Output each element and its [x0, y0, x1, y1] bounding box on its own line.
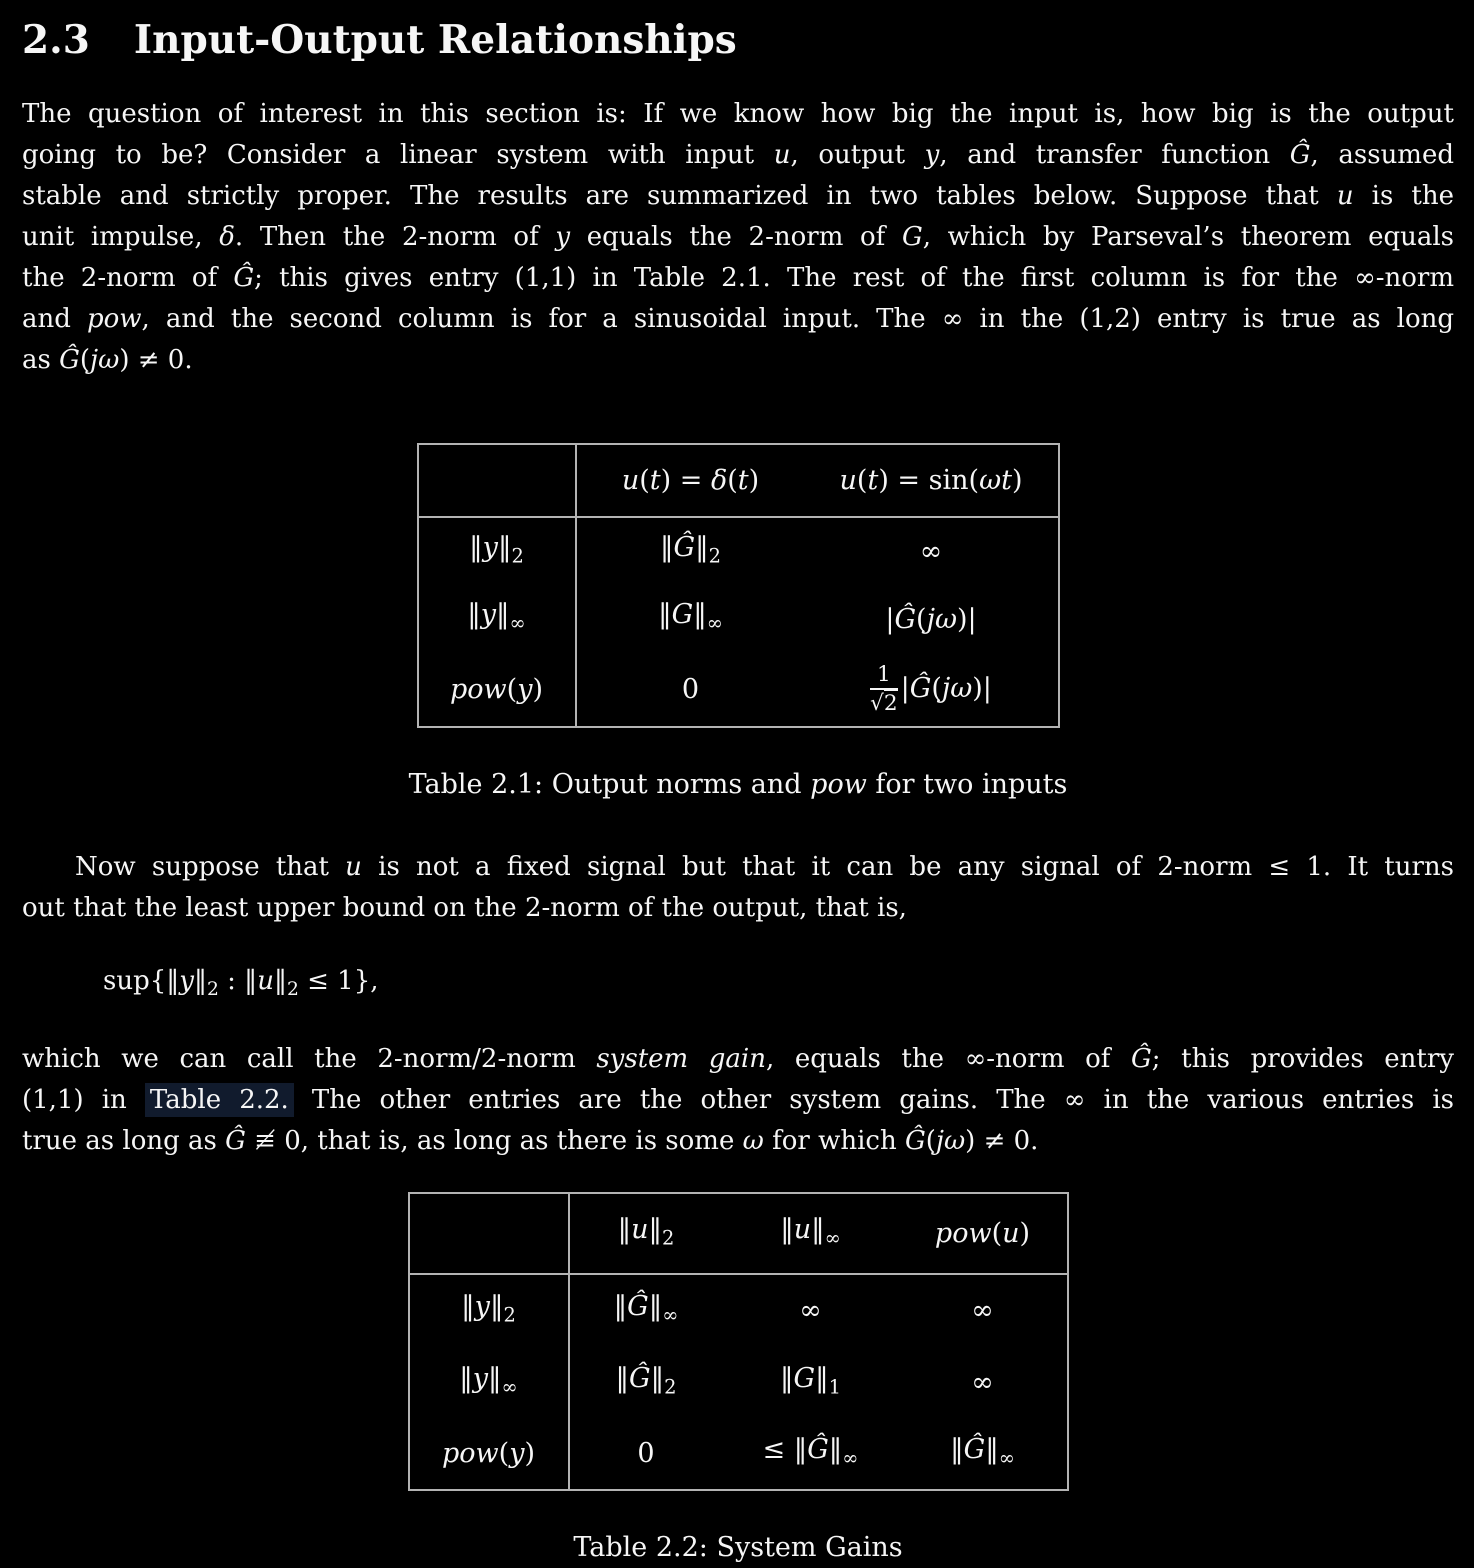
table-2-1-cell: $‖Ĝ‖_2$	[660, 532, 721, 568]
table-2-2-row-label: $‖y‖_\infty$	[409, 1347, 569, 1418]
table-2-1-cell: ∞	[919, 536, 943, 568]
text-line: out that the least upper bound on the 2-norm of the output, that is,	[22, 892, 907, 923]
table-2-2-cell: ∞	[971, 1366, 994, 1398]
table-2-2-link[interactable]: Table 2.2.	[145, 1083, 294, 1117]
paragraph-intro	[22, 94, 1454, 381]
table-2-1-row-label: $‖y‖_2$	[418, 517, 576, 585]
text-line: and pow, and the second column is for a sinusoidal input. The ∞ in the (1,2) entry is true as long	[22, 304, 1454, 334]
table-2-2-cell: $‖G‖_1$	[780, 1362, 841, 1398]
table-2-2-header-row	[409, 1193, 1068, 1274]
table-2-2-caption: Table 2.2: System Gains	[573, 1532, 903, 1564]
table-2-2-col-header-powu: pow(u)	[899, 1193, 1068, 1274]
table-2-2-cell: $‖Ĝ‖_\infty$	[950, 1433, 1015, 1470]
table-row	[409, 1274, 1068, 1346]
table-2-2-row-label: $‖y‖_2$	[409, 1274, 569, 1346]
table-row	[418, 653, 1059, 727]
table-2-2-col-header-uinf: $‖u‖_\infty$	[723, 1193, 899, 1274]
sup-equation: $sup\{‖y‖_2$ : $‖u‖_2 \le 1$},	[103, 965, 379, 1000]
table-2-1-corner-cell	[418, 444, 576, 517]
table-2-1-col-header-delta: u(t) = δ(t)	[576, 444, 805, 517]
text-line: as Ĝ(jω) ≠ 0.	[22, 345, 193, 375]
table-2-2-cell: 0	[637, 1438, 655, 1470]
table-2-2-cell: ≤ $‖Ĝ‖_\infty$	[762, 1433, 859, 1470]
text-line: true as long as Ĝ ≢ 0, that is, as long as there is some ω for which Ĝ(jω) ≠ 0.	[22, 1125, 1039, 1156]
text-line: Now suppose that u is not a fixed signal but that it can be any signal of 2-norm ≤ 1. It turns	[75, 851, 1454, 882]
table-2-2-cell: ∞	[971, 1295, 994, 1327]
section-heading	[22, 16, 1454, 64]
table-2-1-row-label: $‖y‖_\infty$	[418, 585, 576, 652]
table-2-2-row-label: pow(y)	[409, 1418, 569, 1490]
paragraph-now-suppose	[22, 847, 1454, 929]
table-2-2-cell: $‖Ĝ‖_\infty$	[613, 1291, 679, 1327]
text-line: stable and strictly proper. The results are summarized in two tables below. Suppose that u is the	[22, 181, 1454, 211]
table-2-1-caption: Table 2.1: Output norms and pow for two inputs	[408, 768, 1068, 800]
text-line: the 2-norm of Ĝ; this gives entry (1,1) in Table 2.1. The rest of the first column is for the ∞-norm	[22, 263, 1454, 293]
table-2-1	[417, 443, 1060, 728]
table-row	[409, 1418, 1068, 1490]
text-line: The question of interest in this section is: If we know how big the input is, how big is the output	[22, 99, 1454, 129]
table-2-2-cell: ∞	[799, 1295, 822, 1327]
table-2-2-corner-cell	[409, 1193, 569, 1274]
table-2-1-row-label: pow(y)	[418, 653, 576, 727]
table-2-1-cell: $\frac{1}{√2}$ |Ĝ(jω)|	[870, 661, 992, 716]
table-row	[418, 517, 1059, 585]
table-2-1-cell: $‖G‖_\infty$	[658, 599, 723, 635]
text-line: going to be? Consider a linear system with input u, output y, and transfer function Ĝ, assumed	[22, 140, 1454, 170]
table-2-2	[408, 1192, 1069, 1492]
table-row	[418, 585, 1059, 652]
table-row	[409, 1347, 1068, 1418]
paragraph-system-gain	[22, 1039, 1454, 1162]
section-number: 2.3	[22, 17, 90, 63]
text-line: which we can call the 2-norm/2-norm system gain, equals the ∞-norm of Ĝ; this provides entry	[22, 1043, 1454, 1074]
table-2-1-header-row	[418, 444, 1059, 517]
table-2-1-col-header-sin: u(t) = sin(ωt)	[805, 444, 1059, 517]
table-2-2-col-header-u2: $‖u‖_2$	[569, 1193, 723, 1274]
section-title: Input-Output Relationships	[133, 17, 737, 63]
table-2-1-cell: |Ĝ(jω)|	[885, 603, 977, 635]
text-line: unit impulse, δ. Then the 2-norm of y equals the 2-norm of G, which by Parseval’s theorem equals	[22, 222, 1454, 252]
text-line: (1,1) in Table 2.2. The other entries are the other system gains. The ∞ in the various entries is	[22, 1084, 1454, 1115]
table-2-1-cell: 0	[681, 673, 700, 705]
table-2-2-cell: $‖Ĝ‖_2$	[615, 1362, 677, 1398]
